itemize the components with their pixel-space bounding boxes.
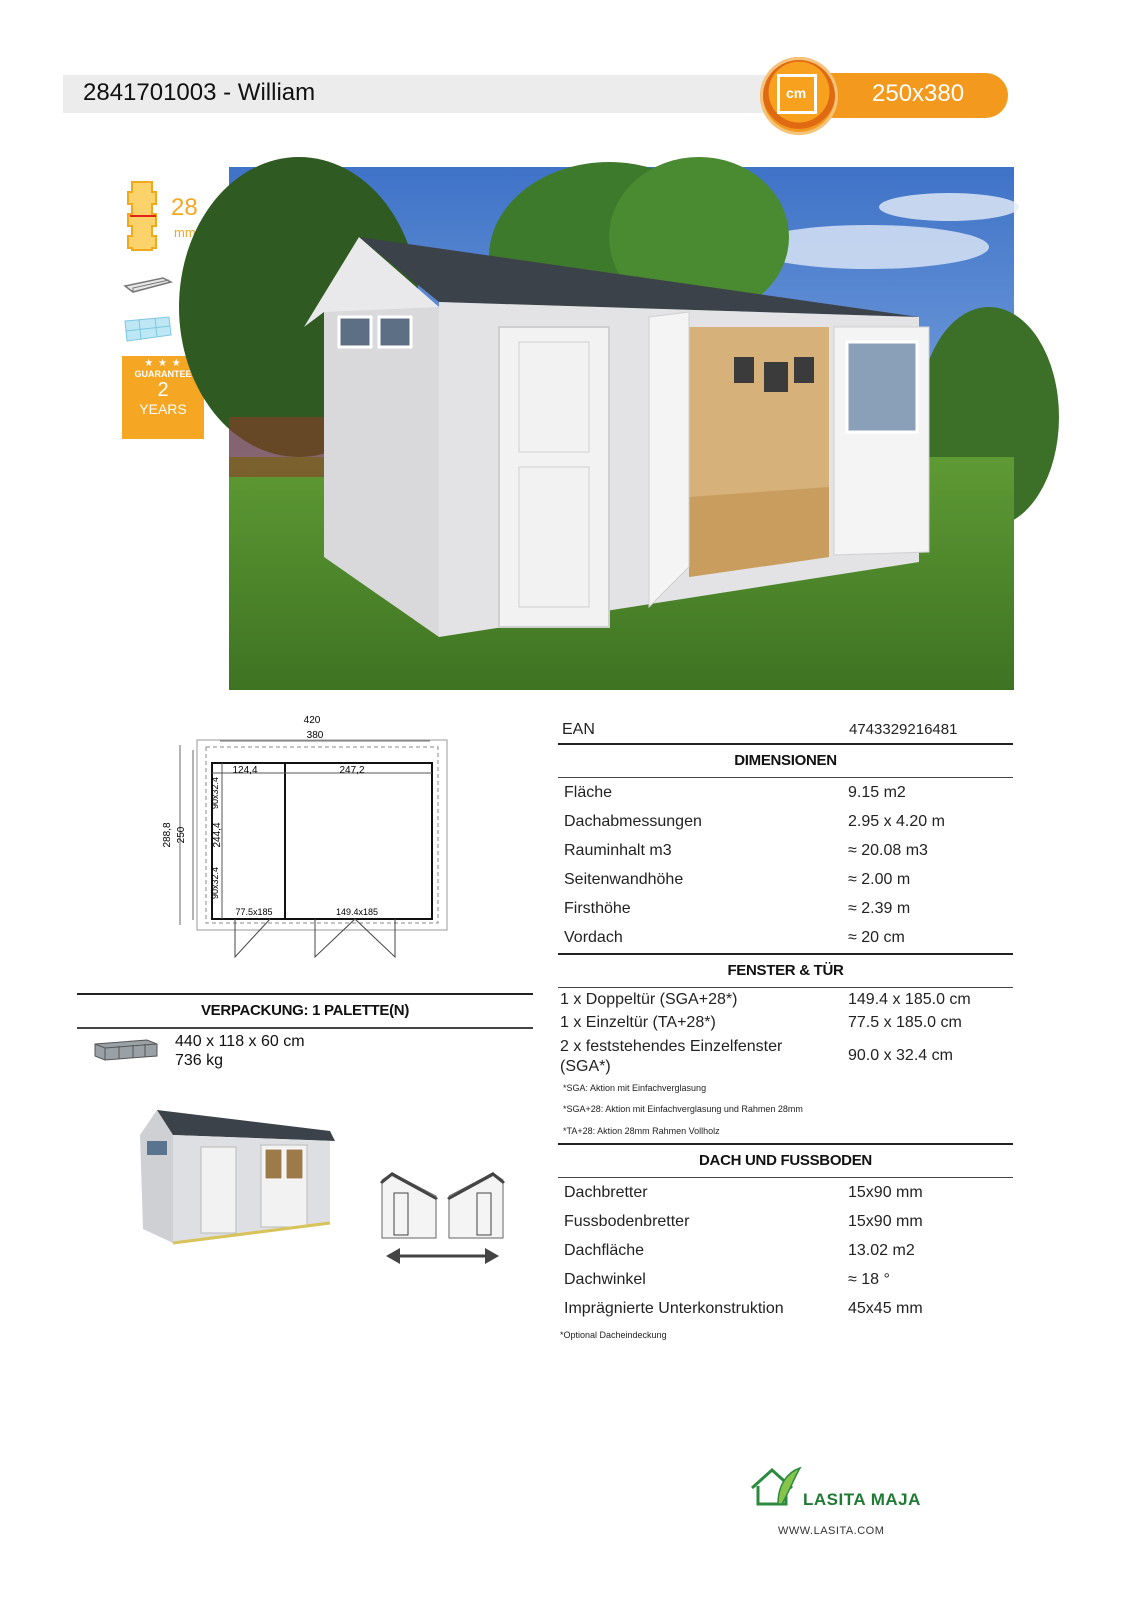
plan-inner-width: 380 [306,730,324,741]
plan-room-depth: 244,4 [212,822,223,848]
frame-icon [777,74,817,114]
spec-value: ≈ 2.00 m [848,871,911,888]
roof-floor-heading: DACH UND FUSSBODEN [558,1143,1013,1178]
door-icon [123,272,173,296]
spec-label: Firsthöhe [564,900,631,917]
plan-inner-depth: 250 [176,826,187,844]
cm-label: cm [786,85,807,101]
opening-value: 149.4 x 185.0 cm [848,991,971,1008]
house-logo-icon [748,1464,808,1508]
opening-label-cont: (SGA*) [560,1058,611,1075]
plan-right-room: 247,2 [339,765,365,776]
spec-label: Dachwinkel [564,1271,646,1288]
dimensions-heading: DIMENSIONEN [558,743,1013,778]
brand-url[interactable]: WWW.LASITA.COM [778,1525,885,1537]
plan-window-bottom: 90x32.4 [210,866,220,900]
plan-door-double: 149.4x185 [335,907,379,917]
spec-label: Rauminhalt m3 [564,842,672,859]
dimensions-icon [760,57,838,135]
plan-outer-depth: 288,8 [162,822,173,848]
opening-label: 1 x Einzeltür (TA+28*) [560,1014,716,1031]
floor-plan [160,715,460,970]
plan-outer-width: 420 [303,715,321,726]
brand-logo: LASITA MAJA [803,1490,921,1509]
spec-label: Vordach [564,929,623,946]
guarantee-label: GUARANTEE [134,369,192,379]
spec-value: 45x45 mm [848,1300,923,1317]
footnote: *Optional Dacheindeckung [560,1330,667,1340]
guarantee-unit: YEARS [139,401,187,417]
ean-value: 4743329216481 [849,721,958,738]
spec-value: ≈ 18 ° [848,1271,890,1288]
spec-value: 13.02 m2 [848,1242,915,1259]
spec-value: ≈ 2.39 m [848,900,911,917]
window-icon [123,315,173,343]
star-icon: ★ ★ ★ [144,358,182,369]
log-profile-icon [126,180,160,252]
spec-label: Imprägnierte Unterkonstruktion [564,1300,784,1317]
opening-label: 1 x Doppeltür (SGA+28*) [560,991,738,1008]
size-value: 250x380 [872,80,965,107]
spec-label: Dachabmessungen [564,813,702,830]
page-title: 2841701003 - William [83,79,316,106]
packaging-dimensions: 440 x 118 x 60 cm [175,1033,305,1050]
shed-3d-render [135,1105,340,1250]
spec-value: 15x90 mm [848,1184,923,1201]
packaging-heading: VERPACKUNG: 1 PALETTE(N) [77,993,533,1029]
spec-value: ≈ 20 cm [848,929,905,946]
spec-label: Dachbretter [564,1184,648,1201]
openings-heading: FENSTER & TÜR [558,953,1013,988]
packaging-weight: 736 kg [175,1052,224,1069]
spec-label: Fläche [564,784,613,801]
spec-value: 2.95 x 4.20 m [848,813,945,830]
title-bar [63,75,783,113]
footnote: *SGA: Aktion mit Einfachverglasung [563,1083,707,1093]
spec-label: Fussbodenbretter [564,1213,690,1230]
spec-label: Seitenwandhöhe [564,871,684,888]
ean-label: EAN [562,721,595,738]
wall-thickness-value: 28 [171,194,198,221]
plan-window-top: 90x32.4 [210,776,220,810]
wall-thickness-unit: mm [174,225,196,240]
opening-label: 2 x feststehendes Einzelfenster [560,1038,783,1055]
spec-label: Dachfläche [564,1242,645,1259]
spec-value: ≈ 20.08 m3 [848,842,928,859]
product-photo [229,167,1014,690]
mirror-layout-icon [380,1168,505,1268]
opening-value: 90.0 x 32.4 cm [848,1047,953,1064]
plan-left-room: 124,4 [232,765,258,776]
footnote: *SGA+28: Aktion mit Einfachverglasung und Rahmen 28mm [563,1104,803,1114]
pallet-icon [93,1036,159,1062]
spec-value: 15x90 mm [848,1213,923,1230]
spec-value: 9.15 m2 [848,784,906,801]
guarantee-years: 2 [157,379,169,401]
opening-value: 77.5 x 185.0 cm [848,1014,962,1031]
footnote: *TA+28: Aktion 28mm Rahmen Vollholz [563,1126,720,1136]
plan-door-single: 77.5x185 [235,907,273,917]
